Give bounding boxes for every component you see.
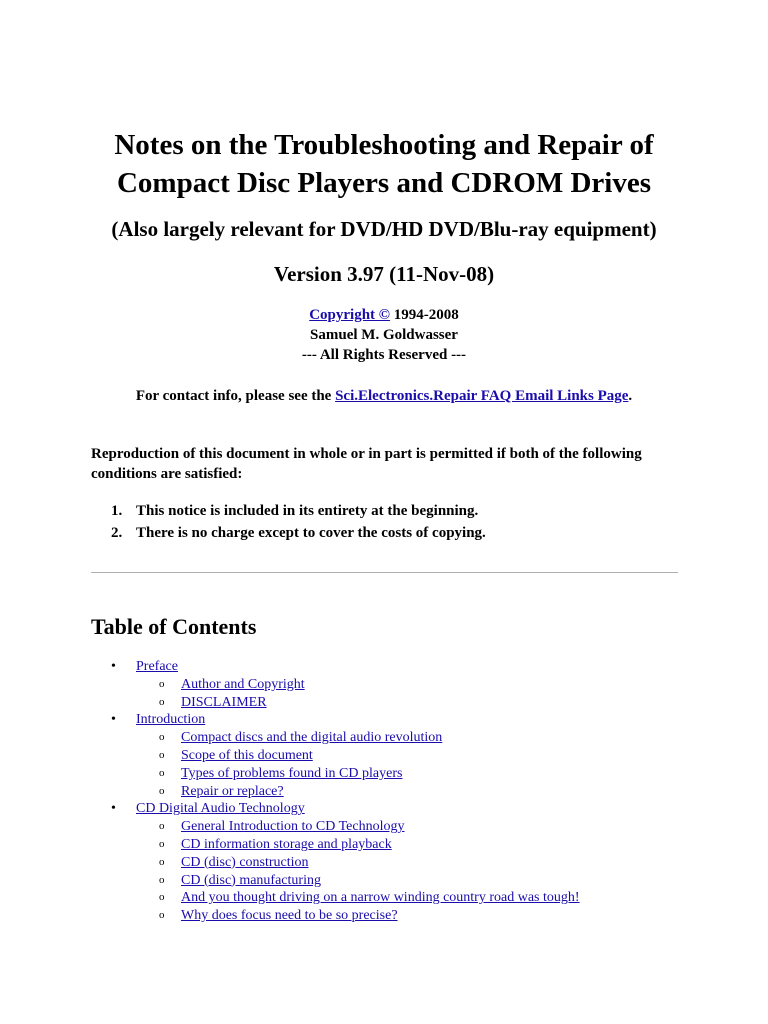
toc-link-introduction[interactable]: Introduction (136, 712, 206, 728)
toc-section-introduction (91, 711, 691, 729)
circle-bullet-icon: o (159, 837, 165, 850)
reproduction-notice: Reproduction of this document in whole or in part is permitted if both of the following conditions are satisfied: (91, 446, 642, 482)
contact-info (0, 386, 768, 406)
toc-link-information-storage[interactable]: CD information storage and playback (181, 836, 392, 852)
author-name: Samuel M. Goldwasser (310, 327, 458, 343)
title-line-1: Notes on the Troubleshooting and Repair of (114, 129, 654, 161)
condition-number: 2. (111, 525, 123, 541)
circle-bullet-icon: o (159, 891, 165, 904)
toc-link-compact-discs-revolution[interactable]: Compact discs and the digital audio revolution (181, 730, 443, 746)
toc-subitem (91, 907, 691, 925)
toc-subitem (91, 872, 691, 890)
toc-subitem (91, 818, 691, 836)
toc-link-repair-or-replace[interactable]: Repair or replace? (181, 783, 284, 799)
toc-link-preface[interactable]: Preface (136, 659, 178, 674)
toc-link-cd-digital-audio-technology[interactable]: CD Digital Audio Technology (136, 801, 305, 817)
toc-link-scope-of-document[interactable]: Scope of this document (181, 747, 313, 763)
circle-bullet-icon: o (159, 766, 165, 779)
contact-prefix: For contact info, please see the (135, 388, 336, 404)
page-subtitle: (Also largely relevant for DVD/HD DVD/Blu-ray equipment) (111, 217, 657, 241)
toc-section-cd-digital-audio (91, 800, 691, 818)
condition-item (91, 500, 681, 522)
contact-suffix: . (628, 388, 633, 404)
toc-subitem (91, 854, 691, 872)
circle-bullet-icon: o (159, 731, 165, 744)
condition-item (91, 522, 681, 544)
copyright-link[interactable]: Copyright © (309, 307, 391, 323)
toc-subitem (91, 783, 691, 801)
bullet-icon: • (111, 659, 116, 674)
circle-bullet-icon: o (159, 820, 165, 833)
copyright-line (0, 305, 768, 325)
page-title (0, 126, 768, 202)
circle-bullet-icon: o (159, 748, 165, 761)
toc-link-disc-manufacturing[interactable]: CD (disc) manufacturing (181, 872, 321, 888)
title-line-2: Compact Disc Players and CDROM Drives (116, 167, 651, 199)
toc-subitem (91, 765, 691, 783)
toc-subitem (91, 694, 691, 712)
toc-subitem (91, 676, 691, 694)
toc-subitem (91, 747, 691, 765)
copyright-block (0, 305, 768, 365)
bullet-icon: • (111, 801, 116, 817)
conditions-list (91, 500, 681, 544)
circle-bullet-icon: o (159, 873, 165, 886)
table-of-contents (91, 658, 691, 925)
circle-bullet-icon: o (159, 677, 165, 690)
toc-subitem (91, 836, 691, 854)
email-links-page-link[interactable]: Sci.Electronics.Repair FAQ Email Links Page (335, 388, 629, 404)
toc-subitem (91, 729, 691, 747)
circle-bullet-icon: o (159, 784, 165, 797)
toc-link-disclaimer[interactable]: DISCLAIMER (181, 694, 267, 710)
toc-link-focus-precision[interactable]: Why does focus need to be so precise? (181, 908, 398, 924)
rights-reserved: --- All Rights Reserved --- (301, 347, 467, 363)
circle-bullet-icon: o (159, 855, 165, 868)
toc-link-general-introduction[interactable]: General Introduction to CD Technology (181, 819, 405, 835)
condition-number: 1. (111, 503, 123, 519)
condition-text: This notice is included in its entirety at the beginning. (136, 503, 479, 519)
condition-text: There is no charge except to cover the costs of copying. (136, 525, 486, 541)
bullet-icon: • (111, 712, 116, 728)
toc-title: Table of Contents (91, 614, 257, 639)
toc-link-author-and-copyright[interactable]: Author and Copyright (181, 676, 305, 692)
toc-link-country-road[interactable]: And you thought driving on a narrow winding country road was tough! (181, 890, 580, 906)
toc-link-disc-construction[interactable]: CD (disc) construction (181, 854, 309, 870)
toc-section-preface (91, 658, 691, 676)
circle-bullet-icon: o (159, 909, 165, 922)
toc-link-types-of-problems[interactable]: Types of problems found in CD players (181, 765, 403, 781)
version-label: Version 3.97 (11-Nov-08) (273, 262, 495, 286)
toc-subitem (91, 889, 691, 907)
circle-bullet-icon: o (159, 695, 165, 708)
copyright-years: 1994-2008 (393, 307, 459, 323)
horizontal-divider (91, 572, 678, 573)
